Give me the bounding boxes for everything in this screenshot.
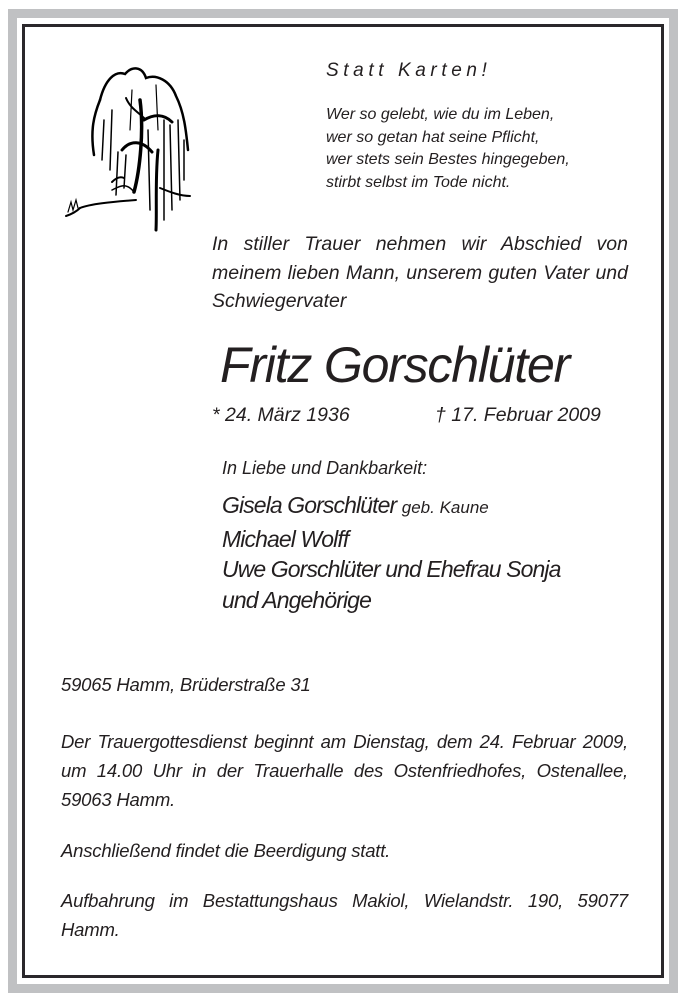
- poem: [326, 104, 570, 194]
- heading-statt-karten: Statt Karten!: [326, 60, 492, 81]
- poem-line: stirbt selbst im Tode nicht.: [326, 173, 511, 191]
- weeping-willow-icon: [60, 60, 210, 232]
- burial-info: Anschließend findet die Beerdigung statt.: [61, 840, 391, 861]
- birth-date: * 24. März 1936: [212, 404, 350, 426]
- death-date: † 17. Februar 2009: [435, 404, 601, 426]
- intro-text: In stiller Trauer nehmen wir Abschied von meinem lieben Mann, unserem guten Vater und Schwiegervater: [212, 233, 628, 312]
- viewing-info: Aufbahrung im Bestattungshaus Makiol, Wielandstr. 190, 59077 Hamm.: [61, 890, 628, 940]
- maiden-name-note: geb. Kaune: [401, 498, 489, 517]
- address: 59065 Hamm, Brüderstraße 31: [61, 674, 311, 695]
- service-info: Der Trauergottesdienst beginnt am Dienstag, dem 24. Februar 2009, um 14.00 Uhr in der Trauerhalle des Ostenfriedhofes, Ostenallee, 59063 Hamm.: [61, 731, 628, 810]
- deceased-name: Fritz Gorschlüter: [220, 337, 570, 393]
- mourners-list: [222, 490, 561, 615]
- mourner: und Angehörige: [222, 586, 371, 613]
- poem-line: Wer so gelebt, wie du im Leben,: [326, 106, 555, 123]
- mourner: Uwe Gorschlüter und Ehefrau Sonja: [222, 556, 561, 582]
- poem-line: wer so getan hat seine Pflicht,: [326, 128, 540, 146]
- mourner: Gisela Gorschlüter geb. Kaune: [222, 492, 489, 518]
- thanks-line: In Liebe und Dankbarkeit:: [222, 458, 428, 478]
- poem-line: wer stets sein Bestes hingegeben,: [326, 151, 570, 168]
- mourner: Michael Wolff: [222, 525, 349, 552]
